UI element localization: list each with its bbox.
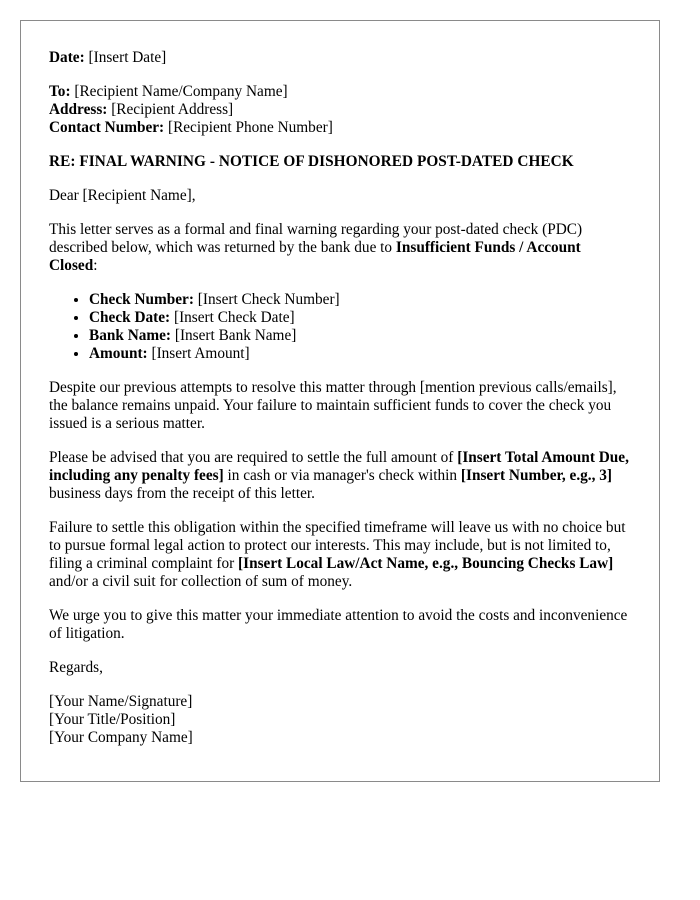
list-item [89,309,631,327]
amount-label: Amount: [89,345,148,362]
list-item [89,291,631,309]
closing: Regards, [49,659,103,676]
check-details-list [49,291,631,363]
date-label: Date: [49,49,85,66]
settle-days-bold: [Insert Number, e.g., 3] [460,467,613,484]
address-value: [Recipient Address] [111,101,234,118]
legal-text-1: Failure to settle this obligation within the specified timeframe will leave us with no choice but to pursue formal legal action to protect our interests. This may include, but is not limited to, filing a criminal complaint for [49,519,626,572]
bank-name-value: [Insert Bank Name] [174,327,297,344]
signature-title: [Your Title/Position] [49,711,176,728]
contact-label: Contact Number: [49,119,165,136]
to-line [49,83,631,101]
date-line [49,49,631,67]
signature-company: [Your Company Name] [49,729,193,746]
to-value: [Recipient Name/Company Name] [74,83,288,100]
bank-name-label: Bank Name: [89,327,172,344]
legal-law-bold: [Insert Local Law/Act Name, e.g., Bouncing Checks Law] [238,555,614,572]
address-line [49,101,631,119]
letter-container [20,20,660,782]
check-date-label: Check Date: [89,309,171,326]
recipient-block [49,83,631,137]
list-item [89,327,631,345]
settle-text-1: Please be advised that you are required to settle the full amount of [49,449,458,466]
legal-paragraph [49,519,631,591]
settle-amount-bold: [Insert Total Amount Due, including any penalty fees] [49,449,629,484]
signature-name: [Your Name/Signature] [49,693,193,710]
intro-text: This letter serves as a formal and final warning regarding your post-dated check (PDC) described below, which was returned by the bank due to [49,221,583,256]
intro-end: : [93,257,98,274]
list-item [89,345,631,363]
amount-value: [Insert Amount] [151,345,250,362]
intro-paragraph [49,221,631,275]
settle-text-3: business days from the receipt of this letter. [49,485,315,502]
address-label: Address: [49,101,108,118]
salutation: Dear [Recipient Name], [49,187,196,204]
check-number-value: [Insert Check Number] [197,291,340,308]
subject-line: RE: FINAL WARNING - NOTICE OF DISHONORED POST-DATED CHECK [49,153,574,170]
signature-block [49,693,631,747]
attempts-paragraph: Despite our previous attempts to resolve this matter through [mention previous calls/emails], the balance remains unpaid. Your failure to maintain sufficient funds to cover the check you issued is a serious matter. [49,379,617,432]
urge-paragraph: We urge you to give this matter your immediate attention to avoid the costs and inconvenience of litigation. [49,607,628,642]
check-number-label: Check Number: [89,291,194,308]
contact-value: [Recipient Phone Number] [167,119,333,136]
to-label: To: [49,83,71,100]
date-value: [Insert Date] [88,49,167,66]
contact-line [49,119,631,137]
check-date-value: [Insert Check Date] [173,309,295,326]
settle-paragraph [49,449,631,503]
settle-text-2: in cash or via manager's check within [223,467,461,484]
intro-bold-reason: Insufficient Funds / Account Closed [49,239,581,274]
legal-text-2: and/or a civil suit for collection of sum of money. [49,573,353,590]
